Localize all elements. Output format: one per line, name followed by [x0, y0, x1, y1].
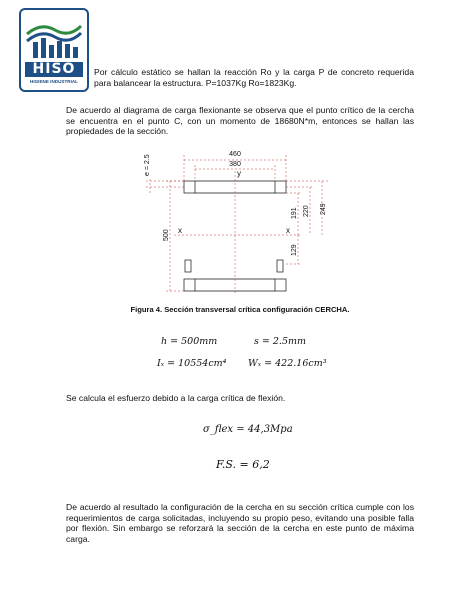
equation-s: s = 2.5mm	[254, 336, 306, 347]
cross-section-figure	[140, 143, 340, 300]
label-e: e = 2.5	[144, 154, 151, 176]
equation-wx: Wₓ = 422.16cm³	[248, 358, 327, 369]
label-x-right: x	[286, 226, 290, 235]
label-191: 191	[291, 207, 298, 219]
company-logo	[19, 8, 89, 92]
label-460: 460	[229, 151, 241, 158]
label-220: 220	[303, 205, 310, 217]
label-500: 500	[163, 229, 170, 241]
paragraph-stress: Se calcula el esfuerzo debido a la carga crítica de flexión.	[66, 393, 286, 403]
left-web-plate	[185, 260, 191, 272]
logo-wordmark: HISO	[25, 62, 83, 77]
label-129: 129	[291, 244, 298, 256]
label-380: 380	[229, 161, 241, 168]
label-x-left: x	[178, 226, 182, 235]
bottom-right-flange	[275, 279, 286, 291]
paragraph-conclusion: De acuerdo al resultado la configuración de la cercha en su sección crítica cumple con los requerimientos de carga solicitadas, incluyendo su propio peso, evitando una posible falla por flexión. Sin embargo se reforzará la sección de la cercha en este punto de máxima carga.	[66, 502, 414, 544]
figure-caption: Figura 4. Sección transversal crítica configuración CERCHA.	[130, 305, 350, 314]
paragraph-reactions: Por cálculo estático se hallan la reacción Ro y la carga P de concreto requerida para balancear la estructura. P=1037Kg Ro=1823Kg.	[94, 67, 414, 88]
right-web-plate	[277, 260, 283, 272]
equation-sigma: σ_flex = 44,3Mpa	[203, 424, 293, 435]
logo-emblem-icon	[25, 14, 83, 60]
logo-subtitle: HIGIENE INDUSTRIAL	[30, 79, 78, 84]
top-left-flange	[184, 181, 195, 193]
equation-ix: Iₓ = 10554cm⁴	[157, 358, 227, 369]
equation-safety-factor: F.S. = 6,2	[216, 458, 270, 471]
top-right-flange	[275, 181, 286, 193]
label-y: y	[237, 169, 241, 178]
equation-h: h = 500mm	[161, 336, 218, 347]
bottom-left-flange	[184, 279, 195, 291]
paragraph-critical-point: De acuerdo al diagrama de carga flexionante se observa que el punto crítico de la cercha se encuentra en el punto C, con un momento de 18680N*m, entonces se hallan las propiedades de la sección.	[66, 105, 414, 136]
label-249: 249	[320, 203, 327, 215]
